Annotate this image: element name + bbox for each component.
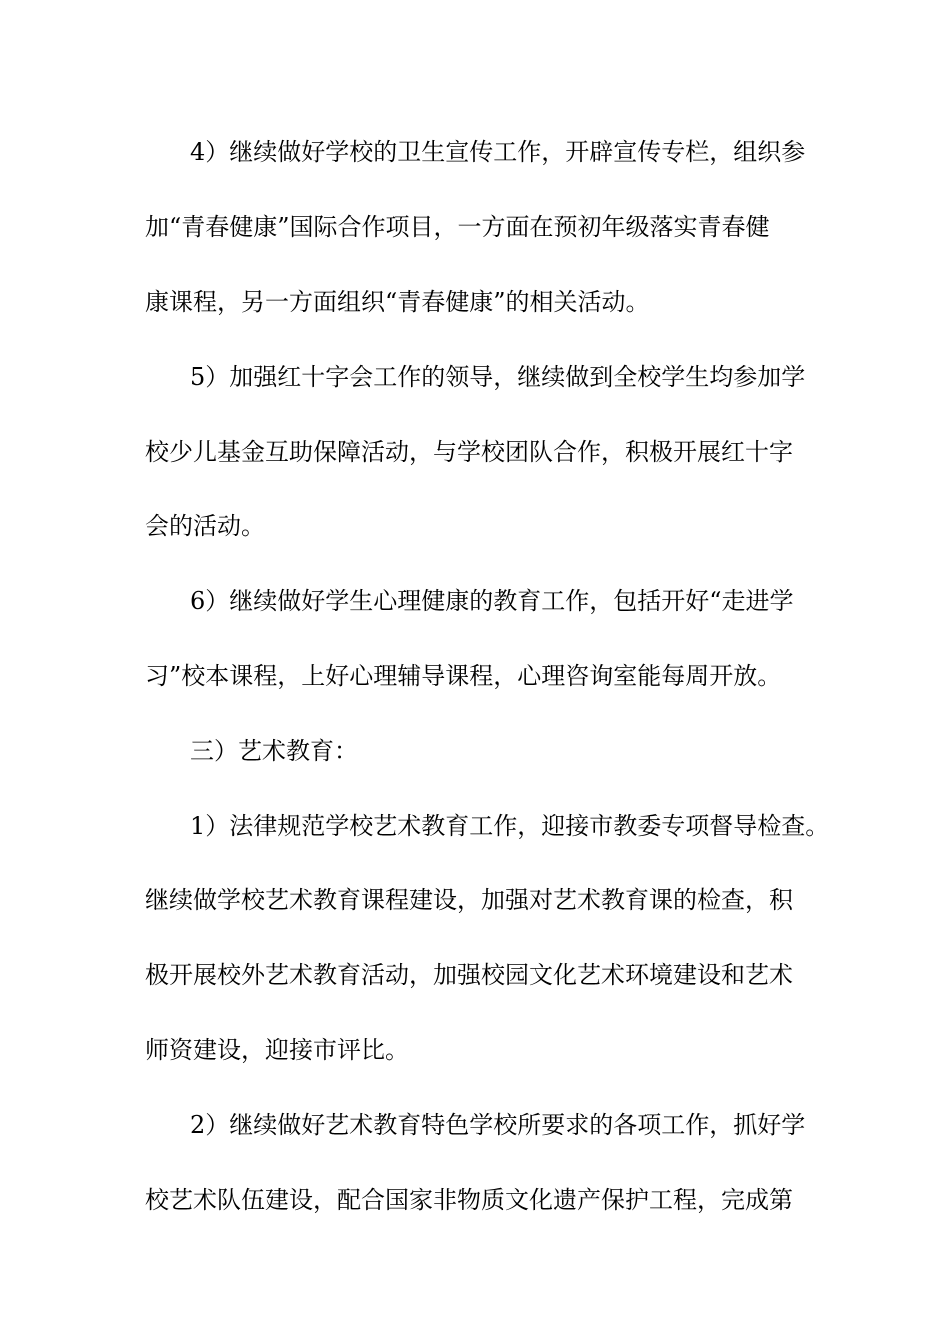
art-paragraph-1-line-4: 师资建设，迎接市评比。 (145, 1036, 409, 1064)
paragraph-4-line-3: 康课程，另一方面组织“青春健康”的相关活动。 (145, 288, 650, 316)
paragraph-6-line-1: 6）继续做好学生心理健康的教育工作，包括开好“走进学 (190, 587, 794, 615)
paragraph-5-line-1: 5）加强红十字会工作的领导，继续做到全校学生均参加学 (190, 363, 806, 391)
art-paragraph-1-line-2: 继续做学校艺术教育课程建设，加强对艺术教育课的检查，积 (145, 886, 793, 914)
section-heading-art-education: 三）艺术教育： (190, 737, 358, 765)
paragraph-5-line-2: 校少儿基金互助保障活动，与学校团队合作，积极开展红十字 (145, 438, 793, 466)
paragraph-4-line-2: 加“青春健康”国际合作项目，一方面在预初年级落实青春健 (145, 213, 770, 241)
art-paragraph-2-line-2: 校艺术队伍建设，配合国家非物质文化遗产保护工程，完成第 (145, 1186, 793, 1214)
paragraph-4-line-1: 4）继续做好学校的卫生宣传工作，开辟宣传专栏，组织参 (190, 138, 806, 166)
paragraph-6-line-2: 习”校本课程，上好心理辅导课程，心理咨询室能每周开放。 (145, 662, 782, 690)
paragraph-5-line-3: 会的活动。 (145, 512, 265, 540)
art-paragraph-2-line-1: 2）继续做好艺术教育特色学校所要求的各项工作，抓好学 (190, 1111, 806, 1139)
art-paragraph-1-line-3: 极开展校外艺术教育活动，加强校园文化艺术环境建设和艺术 (145, 961, 793, 989)
art-paragraph-1-line-1: 1）法律规范学校艺术教育工作，迎接市教委专项督导检查。 (190, 812, 830, 840)
